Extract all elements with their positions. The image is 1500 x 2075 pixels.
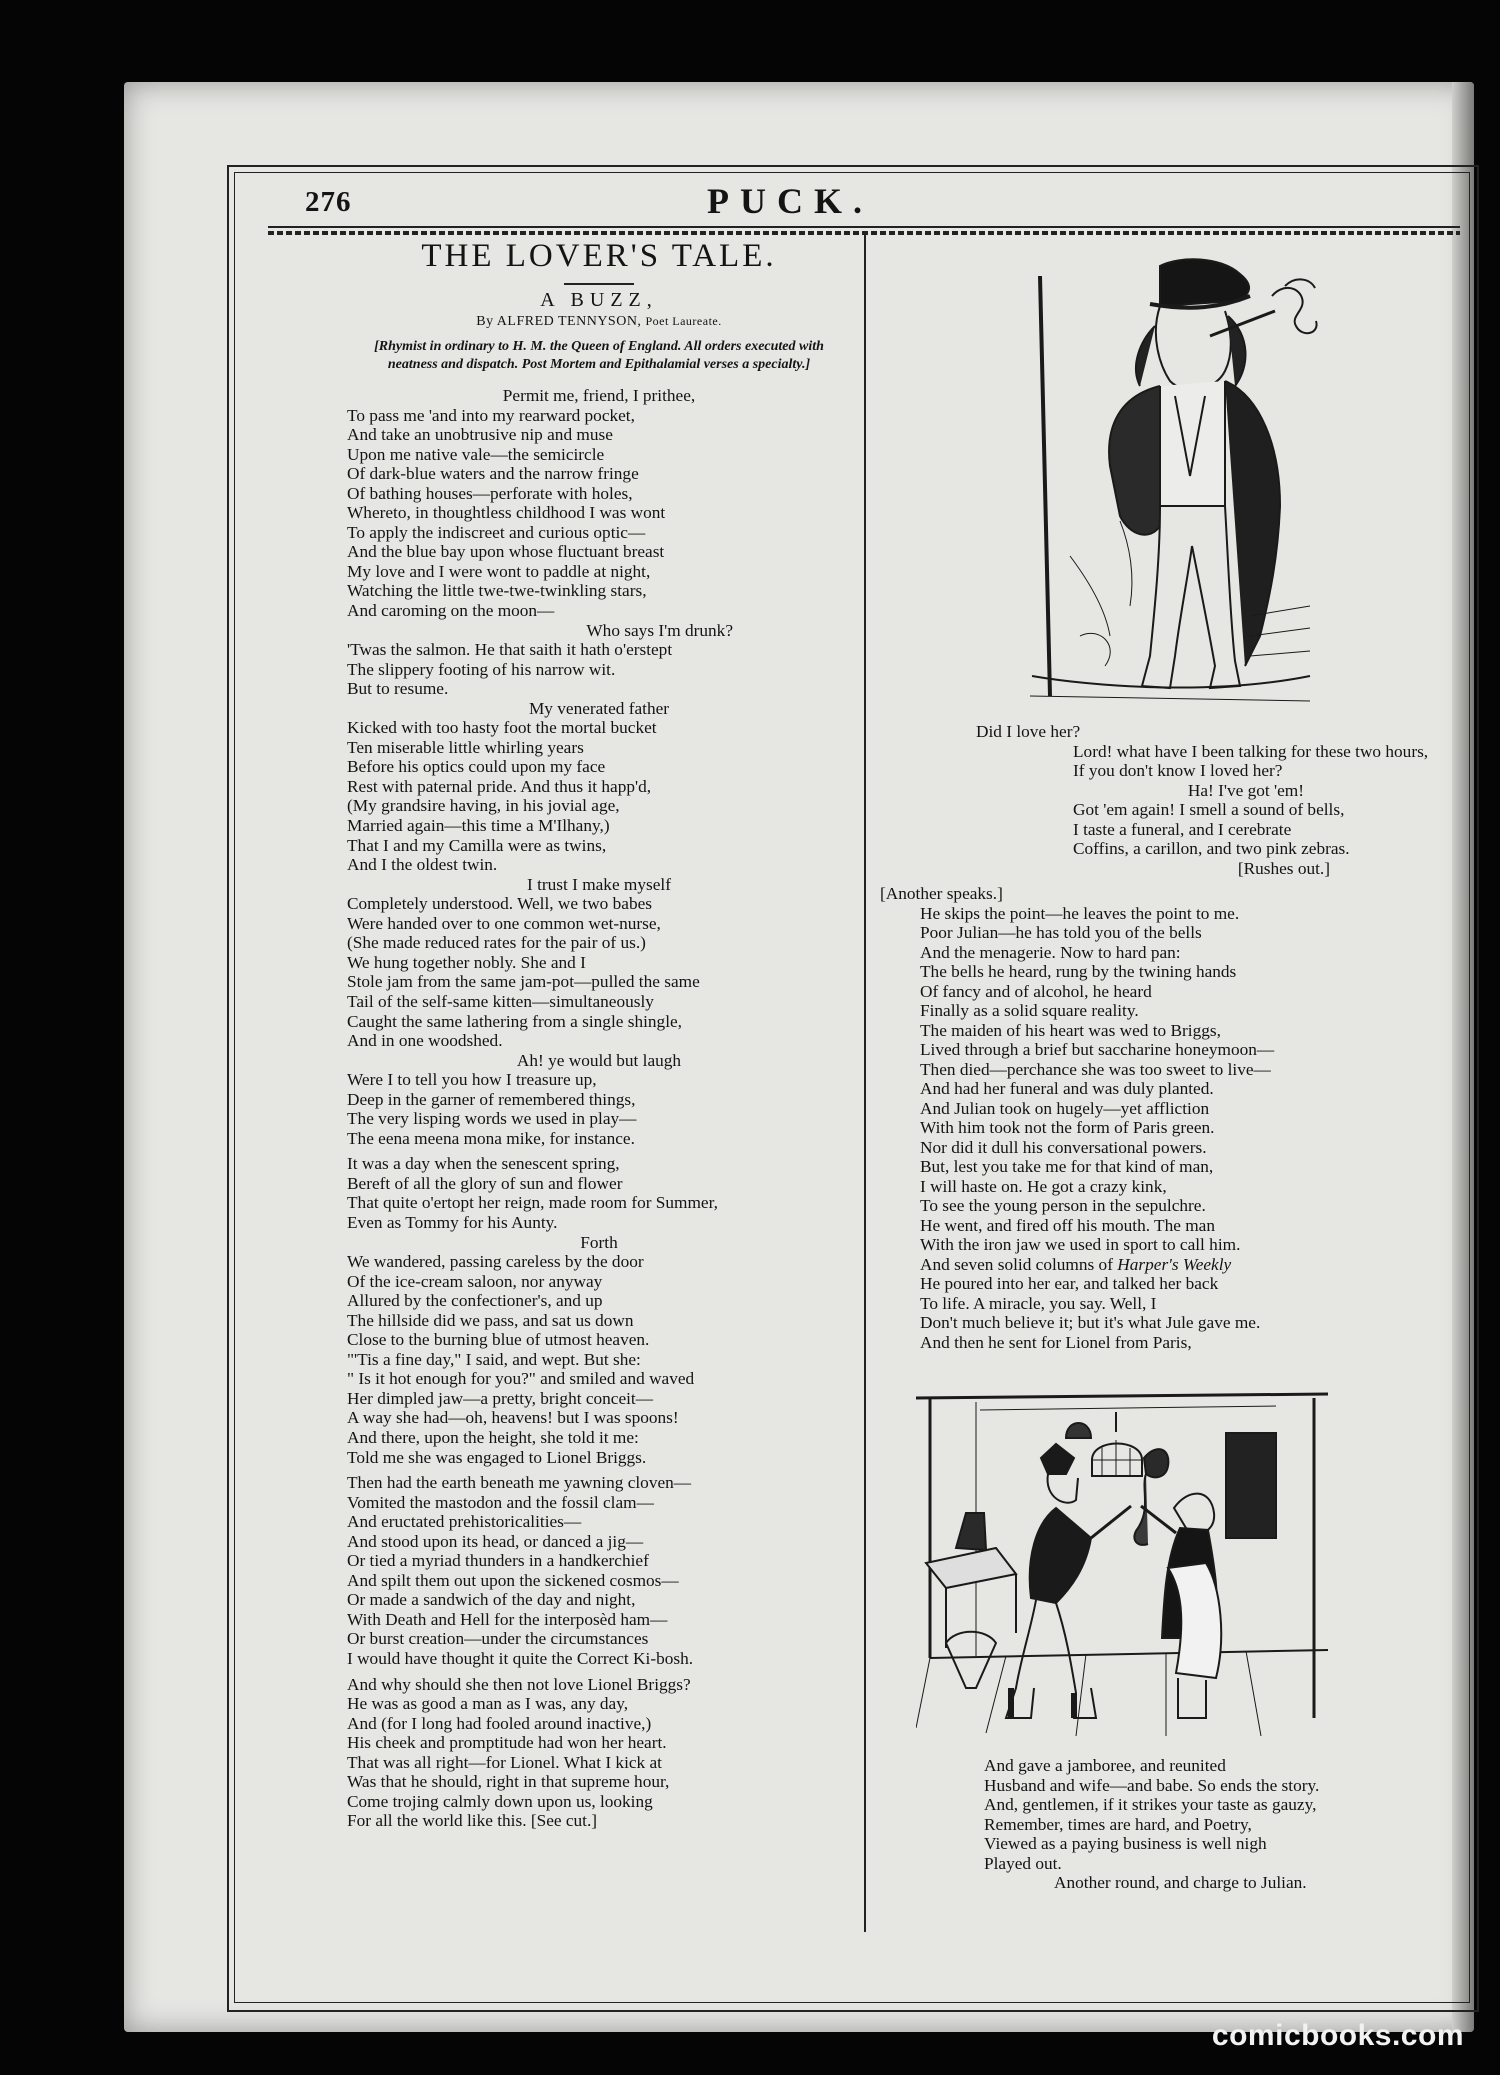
column-divider [864,232,866,1932]
poem-line: We wandered, passing careless by the door [347,1252,644,1272]
poem-line: (She made reduced rates for the pair of us.) [347,933,646,953]
byline [345,314,853,330]
poem-line: Forth [580,1232,618,1252]
poem-line: Were I to tell you how I treasure up, [347,1070,597,1090]
poem-line: The very lisping words we used in play— [347,1109,637,1129]
poem-line: And had her funeral and was duly planted. [920,1079,1214,1098]
poem-line: [Rushes out.] [1237,858,1330,878]
poem-line: And stood upon its head, or danced a jig— [347,1531,644,1551]
poem-line: And spilt them out upon the sickened cosmos— [347,1570,679,1590]
poem-line: "'Tis a fine day," I said, and wept. But she: [347,1349,641,1369]
poem-line: Come trojing calmly down upon us, looking [347,1791,653,1811]
title-rule [564,283,634,285]
poem-text-left [345,386,853,1831]
poem-line: The eena meena mona mike, for instance. [347,1128,635,1148]
poem-line: But to resume. [347,679,449,699]
magazine-title: PUCK. [707,181,873,221]
article-subtitle: A BUZZ, [540,289,658,311]
poem-line: With him took not the form of Paris green. [920,1118,1215,1137]
poem-line: I taste a funeral, and I cerebrate [1073,819,1292,839]
poem-line: Caught the same lathering from a single shingle, [347,1011,682,1031]
poem-line: It was a day when the senescent spring, [347,1154,620,1174]
poem-line: Deep in the garner of remembered things, [347,1089,636,1109]
poem-line: With the iron jaw we used in sport to call him. [920,1235,1241,1254]
poem-line: Married again—this time a M'Ilhany,) [347,816,610,836]
poem-line: I will haste on. He got a crazy kink, [920,1176,1167,1196]
poem-line: The maiden of his heart was wed to Briggs, [920,1020,1221,1040]
poem-line: Ha! I've got 'em! [1187,780,1304,800]
poem-line: The bells he heard, rung by the twining hands [920,962,1237,981]
poem-line: And gave a jamboree, and reunited [984,1756,1226,1775]
poem-line: 'Twas the salmon. He that saith it hath o'erstept [347,640,673,660]
poem-line: Kicked with too hasty foot the mortal bucket [347,718,657,738]
poem-line: Nor did it dull his conversational powers. [920,1137,1207,1157]
poem-text-right-3 [948,1756,1348,1893]
poem-line: And there, upon the height, she told it me: [347,1427,639,1447]
poem-line: The slippery footing of his narrow wit. [347,659,616,679]
illustration-drunk-man [1010,256,1326,706]
poem-line: Don't much believe it; but it's what Jule gave me. [920,1313,1261,1332]
poem-line: Upon me native vale—the semicircle [347,444,605,464]
poem-line: To life. A miracle, you say. Well, I [920,1293,1157,1313]
byline-author: By ALFRED TENNYSON, [476,314,642,329]
italic-title: Harper's Weekly [1117,1254,1232,1274]
poem-line: The hillside did we pass, and sat us down [347,1310,634,1330]
poem-line: Watching the little twe-twe-twinkling stars, [347,581,647,601]
poem-line: My venerated father [528,698,670,718]
poem-line: Viewed as a paying business is well nigh [984,1834,1267,1853]
poem-line: Lived through a brief but saccharine honeymoon— [920,1040,1275,1059]
illustration-reunion-scene [916,1388,1328,1740]
poem-line: Even as Tommy for his Aunty. [347,1212,558,1232]
poem-line: Of fancy and of alcohol, he heard [920,981,1152,1001]
article-title: THE LOVER'S TALE. [421,238,777,274]
poem-line: For all the world like this. [See cut.] [347,1811,598,1831]
poem-line: Told me she was engaged to Lionel Briggs. [347,1447,647,1467]
poem-line: To pass me 'and into my rearward pocket, [347,405,635,425]
poem-line: And in one woodshed. [347,1031,503,1051]
poem-line: Whereto, in thoughtless childhood I was wont [347,503,666,523]
poem-line: Stole jam from the same jam-pot—pulled the same [347,972,700,992]
poem-line: Poor Julian—he has told you of the bells [920,923,1202,942]
right-column-lower [948,1756,1348,1893]
poem-line: With Death and Hell for the interposèd ham— [347,1609,668,1629]
poem-line: We hung together nobly. She and I [347,952,586,972]
poem-line: Remember, times are hard, and Poetry, [984,1814,1252,1834]
poem-line: Husband and wife—and babe. So ends the story. [984,1775,1320,1795]
poem-line: Were handed over to one common wet-nurse, [347,913,661,933]
poem-line: Who says I'm drunk? [586,620,733,640]
poem-line: Or tied a myriad thunders in a handkerchief [347,1551,649,1571]
poem-line: And take an unobtrusive nip and muse [347,425,613,445]
poem-text-right-2 [880,884,1330,1352]
poem-line: Of the ice-cream saloon, nor anyway [347,1271,603,1291]
poem-line: [Another speaks.] [880,884,1003,903]
poem-line: Of bathing houses—perforate with holes, [347,483,633,503]
poem-line: Was that he should, right in that supreme hour, [347,1772,670,1792]
poem-line: And eructated prehistoricalities— [347,1512,582,1532]
poem-line: Lord! what have I been talking for these two hours, [1073,741,1429,761]
poem-line: And I the oldest twin. [347,855,498,875]
poem-line: Ah! ye would but laugh [516,1050,682,1070]
poem-line: His cheek and promptitude had won her heart. [347,1733,667,1753]
poem-line: Permit me, friend, I prithee, [502,386,696,405]
poem-line: Another round, and charge to Julian. [1054,1873,1307,1892]
poem-line: Of dark-blue waters and the narrow fringe [347,464,639,484]
poem-line: I would have thought it quite the Correct Ki-bosh. [347,1649,694,1668]
watermark-logo: comicbooks.com [1211,2019,1464,2052]
byline-role: Poet Laureate. [645,314,722,328]
poem-line: If you don't know I loved her? [1073,761,1283,780]
poem-line: Then died—perchance she was too sweet to live— [920,1059,1271,1079]
poem-line: Her dimpled jaw—a pretty, bright conceit— [347,1388,654,1408]
poem-line: (My grandsire having, in his jovial age, [347,796,620,816]
poem-line: My love and I were wont to paddle at night, [347,561,651,581]
poem-line: And caroming on the moon— [347,601,555,621]
poem-line: Allured by the confectioner's, and up [347,1291,603,1311]
poem-line: Ten miserable little whirling years [347,737,584,757]
poem-line: To see the young person in the sepulchre. [920,1196,1206,1215]
poem-line: And the menagerie. Now to hard pan: [920,942,1181,962]
poem-line: And why should she then not love Lionel Briggs? [347,1674,691,1694]
page-number: 276 [305,186,352,218]
poem-line: That was all right—for Lionel. What I kick at [347,1752,662,1772]
poem-text-right-1 [880,722,1429,878]
poem-line: Or burst creation—under the circumstances [347,1629,649,1649]
poem-line: " Is it hot enough for you?" and smiled and waved [347,1369,695,1389]
poem-line: To apply the indiscreet and curious optic— [347,522,646,542]
poem-line: Bereft of all the glory of sun and flower [347,1173,623,1193]
left-column [345,232,853,1831]
poem-line: Rest with paternal pride. And thus it happ'd, [347,776,652,796]
poem-line: Played out. [984,1853,1062,1873]
poem-line: That I and my Camilla were as twins, [347,835,607,855]
poem-line: Or made a sandwich of the day and night, [347,1590,636,1610]
poem-line: And, gentlemen, if it strikes your taste as gauzy, [984,1795,1317,1814]
header-rule [268,226,1460,228]
poem-line: And (for I long had fooled around inactive,) [347,1713,652,1733]
poem-line: He went, and fired off his mouth. The man [920,1215,1215,1235]
poem-line: Did I love her? [976,722,1081,741]
poem-line: Then had the earth beneath me yawning cloven— [347,1473,692,1493]
poem-line: And then he sent for Lionel from Paris, [920,1332,1192,1352]
poem-line: Got 'em again! I smell a sound of bells, [1073,800,1345,819]
poem-line: He poured into her ear, and talked her back [920,1274,1219,1293]
poem-line: And the blue bay upon whose fluctuant breast [347,542,665,562]
poem-line: A way she had—oh, heavens! but I was spoons! [347,1408,679,1428]
right-column-upper [880,722,1429,1352]
poem-line: Close to the burning blue of utmost heaven. [347,1330,650,1350]
poem-line: He skips the point—he leaves the point to me. [920,903,1240,923]
poem-line: That quite o'ertopt her reign, made room for Summer, [347,1193,718,1213]
poem-line: And seven solid columns of Harper's Weekly [920,1254,1232,1274]
poem-line: I trust I make myself [527,874,671,894]
poem-line: Finally as a solid square reality. [920,1001,1139,1020]
poem-line: And Julian took on hugely—yet affliction [920,1098,1210,1118]
poem-line: Before his optics could upon my face [347,757,606,777]
poem-line: Tail of the self-same kitten—simultaneously [347,991,654,1011]
poem-line: But, lest you take me for that kind of man, [920,1157,1214,1176]
poem-line: He was as good a man as I was, any day, [347,1694,629,1714]
poem-line: Vomited the mastodon and the fossil clam— [347,1492,654,1512]
editorial-note: [Rhymist in ordinary to H. M. the Queen of England. All orders executed with neatness and dispatch. Post Mortem and Epithalamial verses a specialty.] [374,339,824,372]
poem-line: Completely understood. Well, we two babes [347,894,652,914]
poem-line: Coffins, a carillon, and two pink zebras. [1073,839,1350,858]
